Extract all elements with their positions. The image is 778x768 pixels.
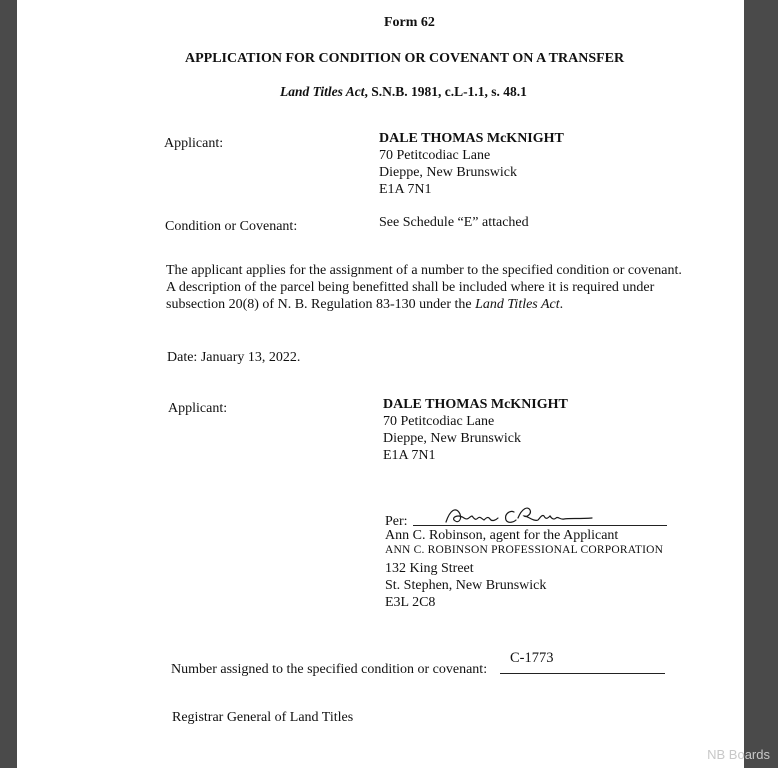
applicant-postal: E1A 7N1 xyxy=(379,182,432,197)
applicant-street: 70 Petitcodiac Lane xyxy=(379,148,491,163)
number-assigned-label: Number assigned to the specified condition or covenant: xyxy=(171,662,488,677)
watermark: NB Boards xyxy=(707,747,770,762)
applicant-label: Applicant: xyxy=(164,136,224,151)
form-number: Form 62 xyxy=(384,15,435,30)
number-assigned-line xyxy=(500,673,665,674)
agent-street: 132 King Street xyxy=(385,561,474,576)
condition-value: See Schedule “E” attached xyxy=(379,215,529,230)
applicant-postal-2: E1A 7N1 xyxy=(383,448,436,463)
applicant-city-2: Dieppe, New Brunswick xyxy=(383,431,522,446)
paragraph-act: Land Titles Act xyxy=(475,297,560,312)
agent-city: St. Stephen, New Brunswick xyxy=(385,578,547,593)
number-assigned-value: C-1773 xyxy=(510,650,554,666)
paragraph-text: The applicant applies for the assignment of a number to the specified condition or covenant. A description of the parcel being benefitted shall be included where it is required under subsection 20(8) of N. B. Regulation 83-130 under the xyxy=(166,263,682,312)
agent-line: Ann C. Robinson, agent for the Applicant xyxy=(385,528,619,543)
applicant-name: DALE THOMAS McKNIGHT xyxy=(379,131,564,146)
act-name: Land Titles Act xyxy=(280,84,365,99)
act-citation: , S.N.B. 1981, c.L-1.1, s. 48.1 xyxy=(364,84,527,99)
form-title: APPLICATION FOR CONDITION OR COVENANT ON A TRANSFER xyxy=(185,51,625,66)
date-line: Date: January 13, 2022. xyxy=(167,350,301,365)
agent-postal: E3L 2C8 xyxy=(385,595,436,610)
applicant-name-2: DALE THOMAS McKNIGHT xyxy=(383,397,568,412)
applicant-address-block xyxy=(379,130,564,198)
paragraph-end: . xyxy=(559,297,564,312)
applicant-street-2: 70 Petitcodiac Lane xyxy=(383,414,495,429)
agent-corporation: ANN C. ROBINSON PROFESSIONAL CORPORATION xyxy=(385,544,664,556)
handwritten-signature xyxy=(442,500,602,530)
registrar-line: Registrar General of Land Titles xyxy=(172,710,354,725)
per-label: Per: xyxy=(385,514,408,529)
act-reference xyxy=(280,84,527,100)
application-paragraph xyxy=(166,262,686,313)
document-page xyxy=(17,0,744,768)
applicant-address-block-2 xyxy=(383,396,568,464)
condition-label: Condition or Covenant: xyxy=(165,219,298,234)
agent-address-block xyxy=(385,560,546,611)
applicant-city: Dieppe, New Brunswick xyxy=(379,165,518,180)
applicant-label-2: Applicant: xyxy=(168,401,228,416)
